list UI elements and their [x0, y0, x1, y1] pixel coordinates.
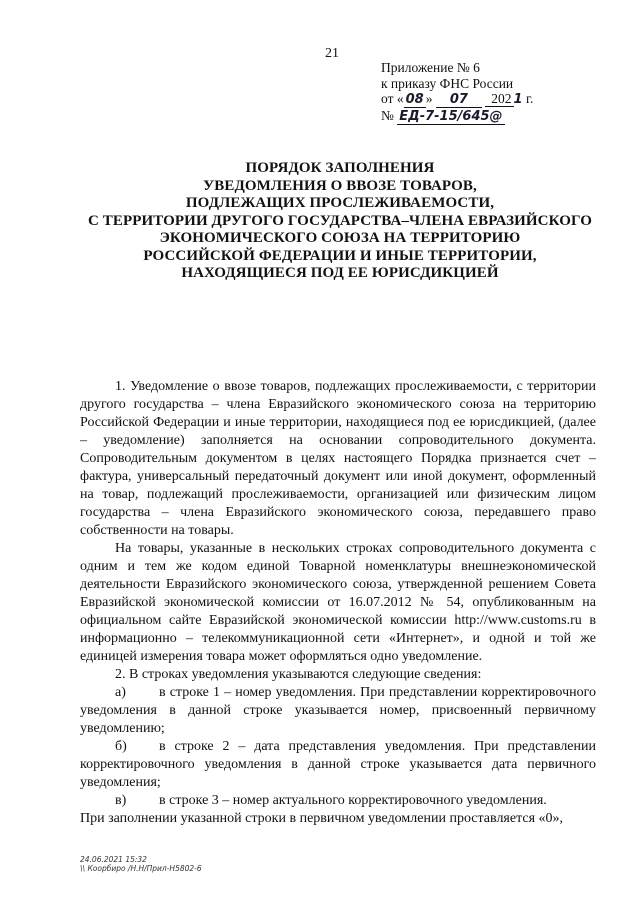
title-line: НАХОДЯЩИЕСЯ ПОД ЕЕ ЮРИСДИКЦИЕЙ — [181, 265, 499, 281]
date-month-handwritten: 07 — [436, 92, 482, 108]
list-item-c — [80, 792, 596, 810]
date-suffix: г. — [525, 91, 534, 106]
date-day-handwritten: 08 — [405, 92, 424, 107]
appendix-line-1: Приложение № 6 — [381, 60, 480, 75]
list-item-b — [80, 738, 596, 792]
paragraph-3: 2. В строках уведомления указываются следующие сведения: — [115, 667, 482, 682]
list-item-b-label: б) — [115, 739, 127, 754]
date-prefix: от « — [381, 91, 404, 106]
title-line: УВЕДОМЛЕНИЯ О ВВОЗЕ ТОВАРОВ, — [203, 177, 477, 194]
appendix-date — [381, 91, 533, 108]
list-item-a-text: в строке 1 – номер уведомления. При представлении корректировочного уведомления в данной строке указывается номер, присвоенный первичному уведомлению; — [80, 685, 596, 736]
date-mid: » — [425, 91, 433, 106]
list-item-c-label: в) — [115, 793, 127, 808]
document-body — [80, 378, 596, 828]
paragraph-2: На товары, указанные в нескольких строках сопроводительного документа с одним и тем же кодом единой Товарной номенклатуры внешнеэкономической деятельности Евразийского экономического союза, утвержденной решением Совета Евразийской экономической комиссии от 16.07.2012 № 54, опубликованным на официальном сайте Евразийской экономической комиссии http://www.customs.ru в информационно – телекоммуникационной сети «Интернет», и одной и той же единицей измерения товара может оформляться одно уведомление. — [80, 541, 596, 664]
appendix-line-2: к приказу ФНС России — [381, 75, 514, 91]
title-line: ПОРЯДОК ЗАПОЛНЕНИЯ — [245, 160, 435, 176]
title-line: ЭКОНОМИЧЕСКОГО СОЮЗА НА ТЕРРИТОРИЮ — [159, 230, 521, 246]
title-line: С ТЕРРИТОРИИ ДРУГОГО ГОСУДАРСТВА–ЧЛЕНА ЕВРАЗИЙСКОГО — [87, 212, 593, 229]
appendix-number — [381, 108, 533, 125]
page-number: 21 — [325, 46, 339, 61]
appendix-block — [381, 60, 533, 124]
list-item-c-text: в строке 3 – номер актуального корректировочного уведомления. — [159, 793, 547, 808]
list-item-b-text: в строке 2 – дата представления уведомления. При представлении корректировочного уведомления в данной строке указывается дата первичного уведомления; — [80, 739, 596, 790]
number-value-handwritten: ЕД-7-15/645@ — [399, 108, 503, 124]
footer-stamp — [80, 855, 202, 873]
list-item-a-label: а) — [115, 685, 126, 700]
title-line: РОССИЙСКОЙ ФЕДЕРАЦИИ И ИНЫЕ ТЕРРИТОРИИ, — [143, 247, 537, 264]
date-year-digit-handwritten: 1 — [513, 92, 523, 107]
document-title — [60, 160, 620, 283]
footer-timestamp: 24.06.2021 15:32 — [80, 855, 147, 864]
title-line: ПОДЛЕЖАЩИХ ПРОСЛЕЖИВАЕМОСТИ, — [185, 195, 495, 211]
paragraph-1: 1. Уведомление о ввозе товаров, подлежащих прослеживаемости, с территории другого государства – члена Евразийского экономического союза на территорию Российской Федерации и иные территории, находящиеся под ее юрисдикцией, (далее – уведомление) заполняется на основании сопроводительного документа. Сопроводительным документом в целях настоящего Порядка признается счет – фактура, универсальный передаточный документ или иной документ, оформленный на товар, подлежащий прослеживаемости, организацией или физическим лицом государства – члена Евразийского экономического союза, передавшего право собственности на товары. — [80, 379, 596, 538]
number-prefix: № — [381, 107, 394, 123]
paragraph-4: При заполнении указанной строки в первичном уведомлении проставляется «0», — [80, 811, 564, 826]
date-year-prefix: 202 — [485, 91, 513, 107]
list-item-a — [80, 684, 596, 738]
footer-author: \\ Коорбиро /Н.Н/Прил-Н5802-6 — [80, 864, 202, 873]
